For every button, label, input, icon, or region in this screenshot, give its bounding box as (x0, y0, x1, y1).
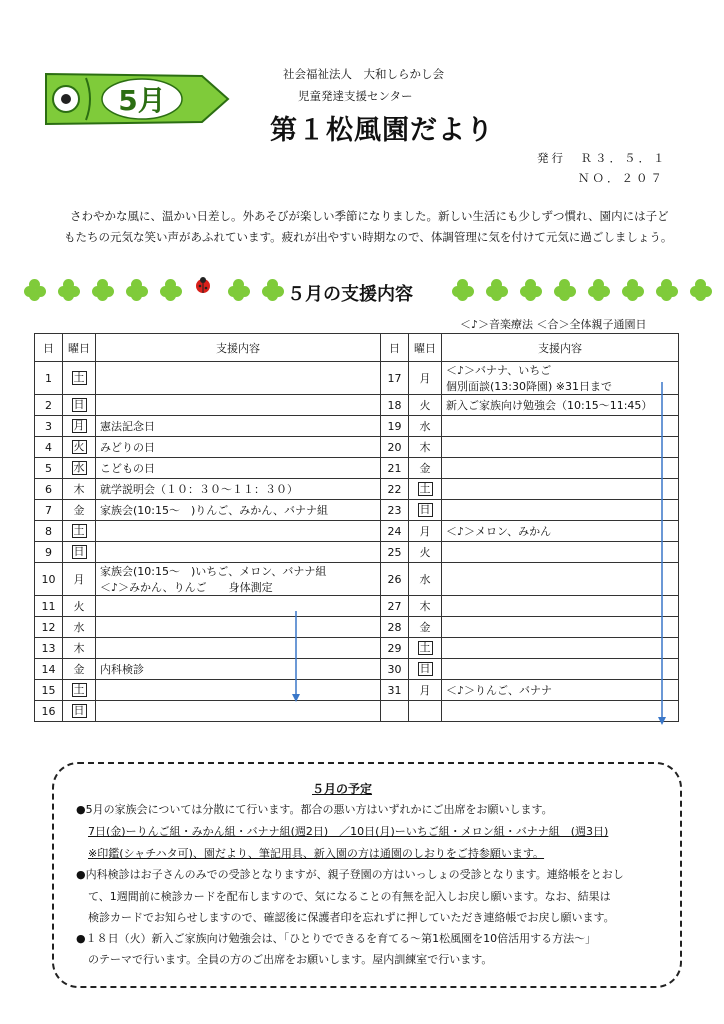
content-line: ＜♪＞みかん、りんご 身体測定 (100, 581, 273, 594)
content-cell (442, 638, 679, 659)
note-line: ●内科検診はお子さんのみでの受診となりますが、親子登園の方はいっしょの受診となります。連絡帳をとおし (76, 868, 624, 881)
weekday-label: 金 (73, 504, 85, 517)
table-row (35, 437, 679, 458)
weekday-label: 月 (73, 573, 85, 586)
content-line: 新入ご家族向け勉強会（10:15〜11:45） (446, 399, 653, 412)
content-cell (442, 563, 679, 596)
day-cell: 15 (35, 680, 63, 701)
issue-date: 発行 Ｒ３．５．１ (537, 151, 668, 165)
newsletter-title: 第１松風園だより (270, 115, 494, 146)
day-cell: 24 (381, 521, 409, 542)
weekday-cell (63, 563, 96, 596)
content-line: ＜♪＞りんご、バナナ (446, 684, 553, 697)
day-cell: 20 (381, 437, 409, 458)
weekday-label: 火 (73, 600, 85, 613)
content-cell (96, 701, 381, 722)
content-cell (442, 680, 679, 701)
weekday-cell (409, 362, 442, 395)
content-cell (96, 542, 381, 563)
clover-icon (554, 279, 576, 301)
day-cell: 19 (381, 416, 409, 437)
day-cell: 29 (381, 638, 409, 659)
day-cell: 9 (35, 542, 63, 563)
weekday-label: 月 (419, 684, 431, 697)
clover-icon (588, 279, 610, 301)
weekday-label: 月 (419, 372, 431, 385)
ladybug-icon (194, 276, 212, 294)
table-header-row (35, 334, 679, 362)
content-line: みどりの日 (100, 441, 155, 454)
day-cell: 5 (35, 458, 63, 479)
weekday-cell (409, 395, 442, 416)
content-line: 個別面談(13:30降園) ※31日まで (446, 380, 612, 393)
weekday-label: 木 (419, 441, 431, 454)
content-line: 家族会(10:15〜 )いちご、メロン、バナナ組 (100, 565, 327, 578)
day-cell: 30 (381, 659, 409, 680)
day-cell: 17 (381, 362, 409, 395)
note-line: ●5月の家族会については分散にて行います。都合の悪い方はいずれかにご出席をお願いします。 (76, 803, 553, 816)
content-cell (96, 416, 381, 437)
content-cell (442, 437, 679, 458)
weekday-cell (63, 500, 96, 521)
weekday-cell (63, 659, 96, 680)
weekday-label: 金 (419, 621, 431, 634)
content-cell (442, 521, 679, 542)
weekday-cell (63, 479, 96, 500)
content-cell (96, 680, 381, 701)
clover-icon (452, 279, 474, 301)
clover-icon (486, 279, 508, 301)
table-row (35, 500, 679, 521)
weekday-label: 金 (419, 462, 431, 475)
day-cell: 8 (35, 521, 63, 542)
weekday-cell (409, 596, 442, 617)
table-row (35, 638, 679, 659)
col-header: 曜日 (63, 334, 96, 362)
weekday-cell (63, 416, 96, 437)
content-cell (96, 362, 381, 395)
table-row (35, 659, 679, 680)
weekday-label: 木 (73, 642, 85, 655)
weekday-label: 水 (419, 420, 431, 433)
content-cell (442, 500, 679, 521)
day-cell: 3 (35, 416, 63, 437)
section-banner: ５月の支援内容 (287, 284, 413, 305)
weekday-label: 土 (419, 641, 431, 654)
weekday-cell (409, 500, 442, 521)
org-name: 社会福祉法人 大和しらかし会 (283, 67, 444, 81)
content-cell (96, 659, 381, 680)
weekday-cell (409, 479, 442, 500)
content-line: ＜♪＞バナナ、いちご (446, 364, 552, 377)
weekday-label: 火 (73, 440, 85, 453)
note-line: ●１８日（火）新入ご家族向け勉強会は、「ひとりでできるを育てる〜第1松風園を10倍活用する方法〜」 (76, 932, 597, 945)
clover-icon (58, 279, 80, 301)
weekday-label: 木 (73, 483, 85, 496)
content-cell (96, 437, 381, 458)
clover-icon (126, 279, 148, 301)
content-cell (96, 500, 381, 521)
col-header: 日 (35, 334, 63, 362)
table-row (35, 617, 679, 638)
weekday-label: 月 (73, 419, 85, 432)
center-name: 児童発達支援センター (298, 89, 413, 103)
weekday-label: 水 (419, 573, 431, 586)
content-line: 内科検診 (100, 663, 144, 676)
clover-icon (262, 279, 284, 301)
table-row (35, 521, 679, 542)
weekday-cell (63, 458, 96, 479)
weekday-label: 水 (73, 461, 85, 474)
weekday-label: 日 (73, 545, 85, 558)
content-cell (442, 542, 679, 563)
table-row (35, 680, 679, 701)
content-cell (96, 521, 381, 542)
content-cell (96, 563, 381, 596)
content-cell (442, 362, 679, 395)
weekday-cell (63, 596, 96, 617)
weekday-label: 金 (73, 663, 85, 676)
empty-cell (442, 701, 679, 722)
clover-icon (160, 279, 182, 301)
weekday-cell (409, 416, 442, 437)
empty-cell (409, 701, 442, 722)
weekday-cell (63, 395, 96, 416)
weekday-cell (409, 521, 442, 542)
day-cell: 21 (381, 458, 409, 479)
weekday-label: 火 (419, 546, 431, 559)
weekday-label: 水 (73, 621, 85, 634)
weekday-label: 土 (419, 482, 431, 495)
day-cell: 16 (35, 701, 63, 722)
content-cell (96, 638, 381, 659)
weekday-cell (63, 542, 96, 563)
day-cell: 10 (35, 563, 63, 596)
day-cell: 22 (381, 479, 409, 500)
issue-number: ＮＯ．２０７ (578, 171, 665, 185)
day-cell: 13 (35, 638, 63, 659)
weekday-label: 日 (73, 398, 85, 411)
day-cell: 18 (381, 395, 409, 416)
note-line: て、1週間前に検診カードを配布しますので、気になることの有無を記入しお戻し願います。なお、結果は (88, 890, 611, 903)
day-cell: 6 (35, 479, 63, 500)
day-cell: 1 (35, 362, 63, 395)
weekday-cell (63, 521, 96, 542)
col-header: 支援内容 (96, 334, 381, 362)
day-cell: 27 (381, 596, 409, 617)
weekday-label: 日 (419, 662, 431, 675)
table-row (35, 416, 679, 437)
notes-title: ５月の予定 (312, 782, 373, 796)
weekday-label: 火 (419, 399, 431, 412)
content-line: 就学説明会（１０：３０〜１１：３０） (100, 483, 298, 496)
table-row (35, 596, 679, 617)
table-row (35, 563, 679, 596)
clover-icon (228, 279, 250, 301)
weekday-label: 土 (73, 371, 85, 384)
greeting-text: さわやかな風に、温かい日差し。外あそびが楽しい季節になりました。新しい生活にも少しずつ慣れ、園内には子どもたちの元気な笑い声があふれています。疲れが出やすい時期なので、体調管理に気を付けて元気に過ごしましょう。 (64, 209, 673, 244)
clover-icon (520, 279, 542, 301)
note-line: 検診カードでお知らせしますので、確認後に保護者印を忘れずに押していただき連絡帳でお戻し願います。 (88, 911, 615, 924)
weekday-cell (63, 701, 96, 722)
clover-icon (656, 279, 678, 301)
content-cell (96, 458, 381, 479)
content-line: こどもの日 (100, 462, 155, 475)
content-cell (96, 479, 381, 500)
table-row (35, 458, 679, 479)
weekday-cell (409, 458, 442, 479)
weekday-cell (409, 437, 442, 458)
weekday-cell (63, 362, 96, 395)
weekday-cell (409, 617, 442, 638)
content-cell (442, 458, 679, 479)
weekday-label: 月 (419, 525, 431, 538)
weekday-cell (409, 659, 442, 680)
table-row (35, 362, 679, 395)
col-header: 日 (381, 334, 409, 362)
table-row (35, 701, 679, 722)
content-cell (96, 596, 381, 617)
day-cell: 7 (35, 500, 63, 521)
note-line: 7日(金)ーりんご組・みかん組・バナナ組(週2日) ／10日(月)ーいちご組・メロン組・バナナ組 (週3日) (88, 825, 609, 838)
col-header: 支援内容 (442, 334, 679, 362)
weekday-label: 土 (73, 683, 85, 696)
content-cell (96, 617, 381, 638)
schedule-table (34, 333, 679, 722)
note-line: のテーマで行います。全員の方のご出席をお願いします。屋内訓練室で行います。 (88, 953, 493, 966)
day-cell: 28 (381, 617, 409, 638)
day-cell: 25 (381, 542, 409, 563)
day-cell: 11 (35, 596, 63, 617)
content-cell (442, 659, 679, 680)
content-line: ＜♪＞メロン、みかん (446, 525, 552, 538)
content-cell (442, 416, 679, 437)
weekday-cell (63, 680, 96, 701)
day-cell: 31 (381, 680, 409, 701)
weekday-label: 日 (419, 503, 431, 516)
weekday-cell (409, 542, 442, 563)
badge-text: 5月 (118, 84, 166, 117)
content-cell (442, 395, 679, 416)
table-row (35, 395, 679, 416)
content-line: 家族会(10:15〜 )りんご、みかん、バナナ組 (100, 504, 328, 517)
clover-icon (622, 279, 644, 301)
weekday-label: 土 (73, 524, 85, 537)
day-cell: 14 (35, 659, 63, 680)
table-row (35, 542, 679, 563)
content-cell (442, 617, 679, 638)
weekday-label: 日 (73, 704, 85, 717)
empty-cell (381, 701, 409, 722)
day-cell: 4 (35, 437, 63, 458)
weekday-cell (63, 437, 96, 458)
table-row (35, 479, 679, 500)
content-line: 憲法記念日 (100, 420, 155, 433)
content-cell (96, 395, 381, 416)
note-line: ※印鑑(シャチハタ可)、園だより、筆記用具、新入園の方は通園のしおりをご持参願います。 (88, 847, 545, 860)
day-cell: 26 (381, 563, 409, 596)
day-cell: 12 (35, 617, 63, 638)
weekday-cell (409, 563, 442, 596)
day-cell: 2 (35, 395, 63, 416)
koinobori-icon (42, 70, 232, 128)
content-cell (442, 479, 679, 500)
clover-icon (24, 279, 46, 301)
weekday-cell (63, 638, 96, 659)
clover-icon (92, 279, 114, 301)
weekday-cell (63, 617, 96, 638)
clover-icon (690, 279, 712, 301)
weekday-label: 木 (419, 600, 431, 613)
legend: ＜♪＞音楽療法 ＜合＞全体親子通園日 (460, 318, 647, 331)
col-header: 曜日 (409, 334, 442, 362)
weekday-cell (409, 680, 442, 701)
weekday-cell (409, 638, 442, 659)
content-cell (442, 596, 679, 617)
day-cell: 23 (381, 500, 409, 521)
